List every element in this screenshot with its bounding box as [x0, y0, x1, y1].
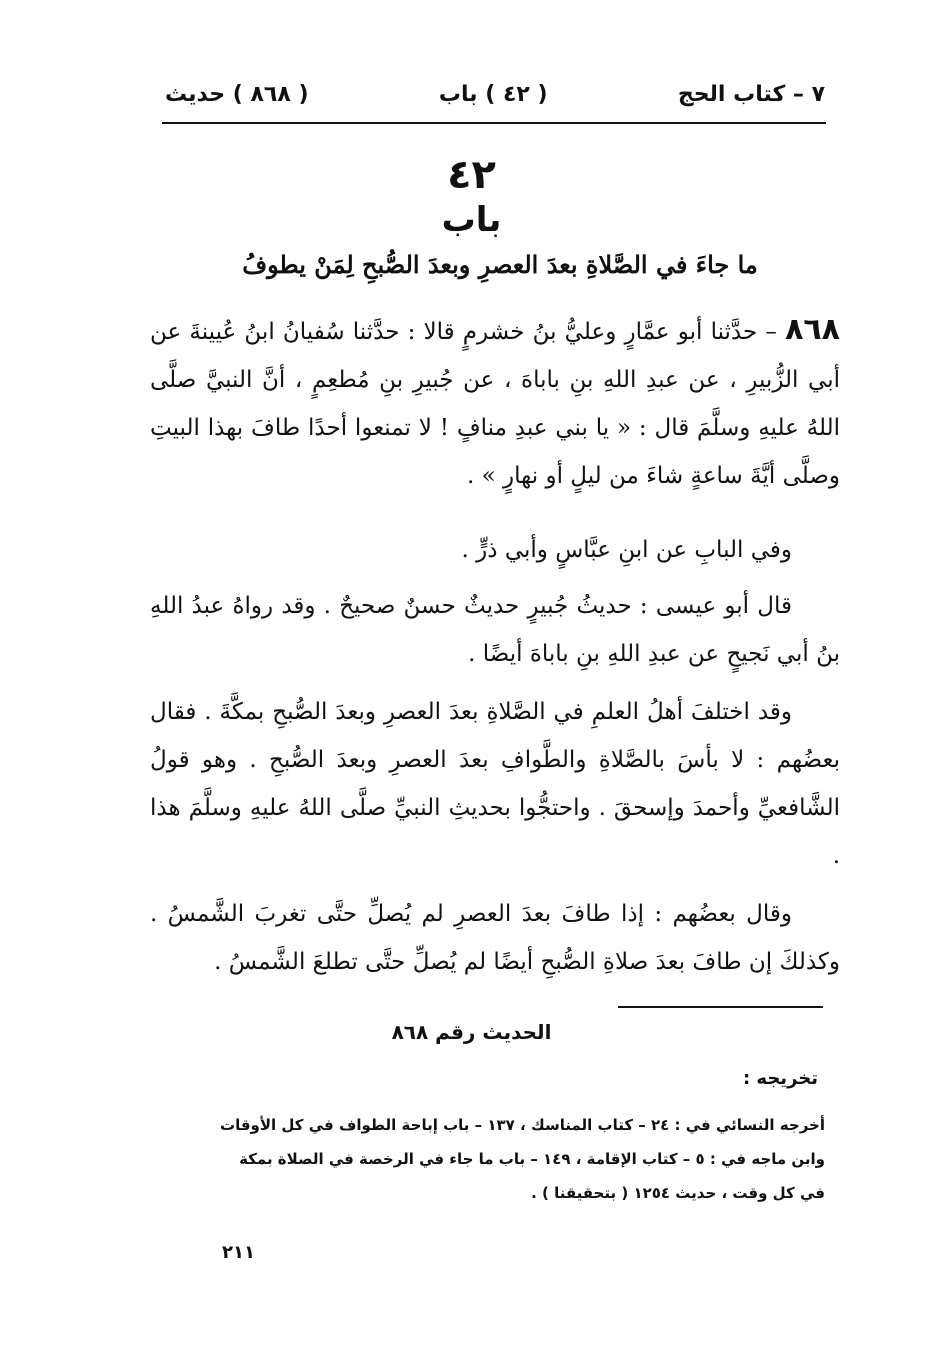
chapter-number: ٤٢: [447, 152, 496, 198]
header-bab: ( ٤٢ ) باب: [438, 81, 548, 107]
hadith-number: ٨٦٨: [785, 312, 840, 347]
bab-title: ما جاءَ في الصَّلاةِ بعدَ العصرِ وبعدَ الصُّبحِ لِمَنْ يطوفُ: [242, 250, 758, 279]
takhrij-note: في كل وقت ، حديث ١٢٥٤ ( بتحقيقنا ) .: [531, 1184, 825, 1202]
takhrij-note: وابن ماجه في : ٥ – كتاب الإقامة ، ١٤٩ – باب ما جاء في الرخصة في الصلاة بمكة: [239, 1150, 825, 1168]
footnote-divider: [618, 1006, 823, 1008]
takhrij-label: تخريجه :: [742, 1068, 818, 1089]
takhrij-heading: الحديث رقم ٨٦٨: [391, 1020, 552, 1044]
header-hadith: ( ٨٦٨ ) حديث: [165, 81, 309, 107]
paragraph-grading: [150, 582, 840, 678]
paragraph-other-view: [150, 890, 840, 986]
page-number: ٢١١: [222, 1242, 255, 1263]
takhrij-note: أخرجه النسائي في : ٢٤ – كتاب المناسك ، ١٣٧ – باب إباحة الطواف في كل الأوقات: [220, 1116, 825, 1134]
running-header: [165, 72, 825, 116]
paragraph: وقد اختلفَ أهلُ العلمِ في الصَّلاةِ بعدَ العصرِ وبعدَ الصُّبحِ بمكَّةَ . فقال بعضُهم : لا بأسَ بالصَّلاةِ والطَّوافِ بعدَ العصرِ وبعدَ الصُّبحِ . وهو قولُ الشَّافعيِّ وأحمدَ وإسحقَ . واحتجُّوا بحديثِ النبيِّ صلَّى اللهُ عليهِ وسلَّمَ هذا .: [150, 699, 840, 869]
paragraph: وفي البابِ عن ابنِ عبَّاسٍ وأبي ذرٍّ .: [461, 537, 792, 563]
hadith-text: [150, 306, 840, 500]
bab-heading: باب: [441, 200, 502, 240]
header-chapter: ٧ – كتاب الحج: [677, 81, 825, 107]
paragraph-chapter-refs: [150, 526, 840, 574]
paragraph-scholars: [150, 688, 840, 880]
paragraph: قال أبو عيسى : حديثُ جُبيرٍ حديثٌ حسنٌ صحيحٌ . وقد رواهُ عبدُ اللهِ بنُ أبي نَجيحٍ عن عبدِ اللهِ بنِ باباهَ أيضًا .: [150, 593, 840, 667]
takhrij-notes: [160, 1108, 825, 1210]
paragraph: وقال بعضُهم : إذا طافَ بعدَ العصرِ لم يُصلِّ حتَّى تغربَ الشَّمسُ . وكذلكَ إن طافَ بعدَ صلاةِ الصُّبحِ أيضًا لم يُصلِّ حتَّى تطلعَ الشَّمسُ .: [150, 901, 840, 975]
header-divider: [162, 122, 826, 124]
hadith-body: – حدَّثنا أبو عمَّارٍ وعليُّ بنُ خشرمٍ قالا : حدَّثنا سُفيانُ ابنُ عُيينةَ عن أبي الزُّبيرِ ، عن عبدِ اللهِ بنِ باباهَ ، عن جُبيرِ بنِ مُطعِمٍ ، أنَّ النبيَّ صلَّى اللهُ عليهِ وسلَّمَ قال : « يا بني عبدِ منافٍ ! لا تمنعوا أحدًا طافَ بهذا البيتِ وصلَّى أيَّةَ ساعةٍ شاءَ من ليلٍ أو نهارٍ » .: [150, 319, 840, 489]
